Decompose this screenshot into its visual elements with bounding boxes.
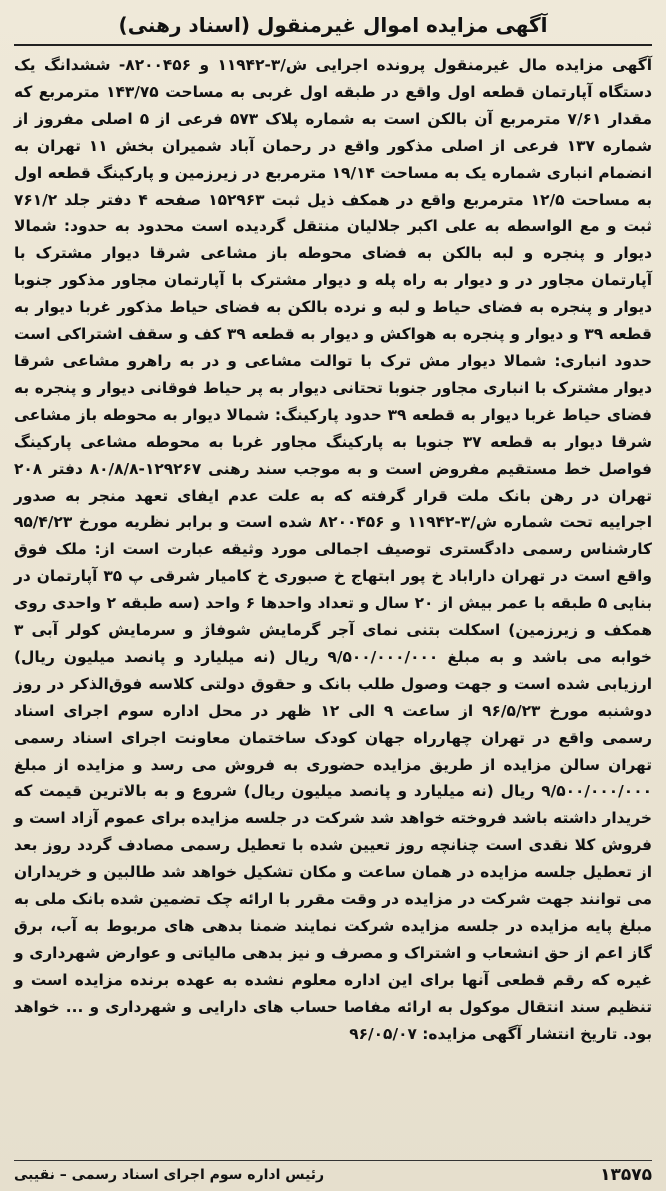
notice-body: آگهی مزایده مال غیرمنقول پرونده اجرایی ش/۳-۱۱۹۴۲ و ۸۲۰۰۴۵۶- ششدانگ یک دستگاه آپارتمان قطعه اول واقع در طبقه اول غربی به مساحت ۱۴۳/۷۵ مترمربع که مقدار ۷/۶۱ مترمربع آن بالکن است به شماره پلاک ۵۷۳ فرعی از ۵ اصلی مفروز از شماره ۱۳۷ فرعی از اصلی مذکور واقع در رحمان آباد شمیران بخش ۱۱ تهران به انضمام انباری شماره یک به مساحت ۱۹/۱۴ مترمربع در زیرزمین و پارکینگ قطعه اول به مساحت ۱۲/۵ مترمربع واقع در همکف ذیل ثبت ۱۵۲۹۶۳ صفحه ۴ دفتر جلد ۷۶۱/۲ ثبت و مع الواسطه به علی اکبر جلالیان منتقل گردیده است محدود به حدود: شمالا دیوار و پنجره و لبه بالکن به فضای محوطه باز مشاعی شرقا دیوار مشترک با آپارتمان مجاور در و دیوار به راه پله و دیوار مشترک با آپارتمان مجاور مذکور جنوبا دیوار و پنجره به فضای حیاط و لبه و نرده بالکن به فضای حیاط مذکور غربا دیوار به قطعه ۳۹ و دیوار و پنجره به هواکش و دیوار به قطعه ۳۹ کف و سقف اشتراکی است حدود انباری: شمالا دیوار مش ترک با توالت مشاعی و در به راهرو مشاعی شرقا دیوار مشترک با انباری مجاور جنوبا تحتانی دیوار به پر حیاط فوقانی دیوار و پنجره به فضای حیاط غربا دیوار به قطعه ۳۹ حدود پارکینگ: شمالا دیوار به محوطه باز مشاعی شرقا دیوار به قطعه ۳۷ جنوبا به پارکینگ مجاور غربا به محوطه مشاعی پارکینگ فواصل خط مستقیم مفروض است و به موجب سند رهنی ۱۲۹۲۶۷-۸۰/۸/۸ دفتر ۲۰۸ تهران در رهن بانک ملت قرار گرفته که به علت عدم ایفای تعهد منجر به صدور اجراییه تحت شماره ش/۳-۱۱۹۴۲ و ۸۲۰۰۴۵۶ شده است و برابر نظریه مورخ ۹۵/۴/۲۳ کارشناس رسمی دادگستری توصیف اجمالی مورد وثیقه عبارت است از: ملک فوق واقع است در تهران داراباد خ پور ابتهاج خ صبوری خ کامیار شرقی پ ۳۵ آپارتمان در بنایی ۵ طبقه با عمر بیش از ۲۰ سال و تعداد واحدها ۶ واحد (سه طبقه ۲ واحدی روی همکف و زیرزمین) اسکلت بتنی نمای آجر گرمایش شوفاژ و سرمایش کولر آبی ۳ خوابه می باشد و به مبلغ ۹/۵۰۰/۰۰۰/۰۰۰ ریال (نه میلیارد و پانصد میلیون ریال) ارزیابی شده است و جهت وصول طلب بانک و حقوق دولتی کلاسه فوق‌الذکر در روز دوشنبه مورخ ۹۶/۵/۲۳ از ساعت ۹ الی ۱۲ ظهر در محل اداره سوم اجرای اسناد رسمی واقع در تهران چهارراه جهان کودک ساختمان معاونت اجرای اسناد رسمی تهران سالن مزایده از طریق مزایده حضوری به فروش می رسد و مزایده از مبلغ ۹/۵۰۰/۰۰۰/۰۰۰ ریال (نه میلیارد و پانصد میلیون ریال) شروع و به بالاترین قیمت که خریدار داشته باشد فروخته خواهد شد شرکت در جلسه مزایده برای عموم آزاد است و فروش کلا نقدی است چنانچه روز تعیین شده با تعطیل رسمی مصادف گردد روز بعد از تعطیل جلسه مزایده در همان ساعت و مکان تشکیل خواهد شد طالبین و خریداران می توانند جهت شرکت در مزایده در وقت مقرر با ارائه چک تضمین شده بانک ملی به مبلغ پایه مزایده در جلسه مزایده شرکت نمایند ضمنا بدهی های مربوط به آب، برق گاز اعم از حق انشعاب و اشتراک و مصرف و نیز بدهی مالیاتی و عوارض شهرداری و غیره که رقم قطعی آنها برای این اداره معلوم نشده به عهده برنده مزایده است و تنظیم سند انتقال موکول به ارائه مفاصا حساب های دارایی و شهرداری و ... خواهد بود. تاریخ انتشار آگهی مزایده: ۹۶/۰۵/۰۷ (14, 56, 653, 1043)
notice-code: ۱۳۵۷۵ (600, 1165, 652, 1185)
notice-title: آگهی مزایده اموال غیرمنقول (اسناد رهنی) (14, 10, 652, 46)
notice-footer (14, 1160, 652, 1185)
notice-signature: رئیس اداره سوم اجرای اسناد رسمی – نقیبی (14, 1167, 325, 1183)
